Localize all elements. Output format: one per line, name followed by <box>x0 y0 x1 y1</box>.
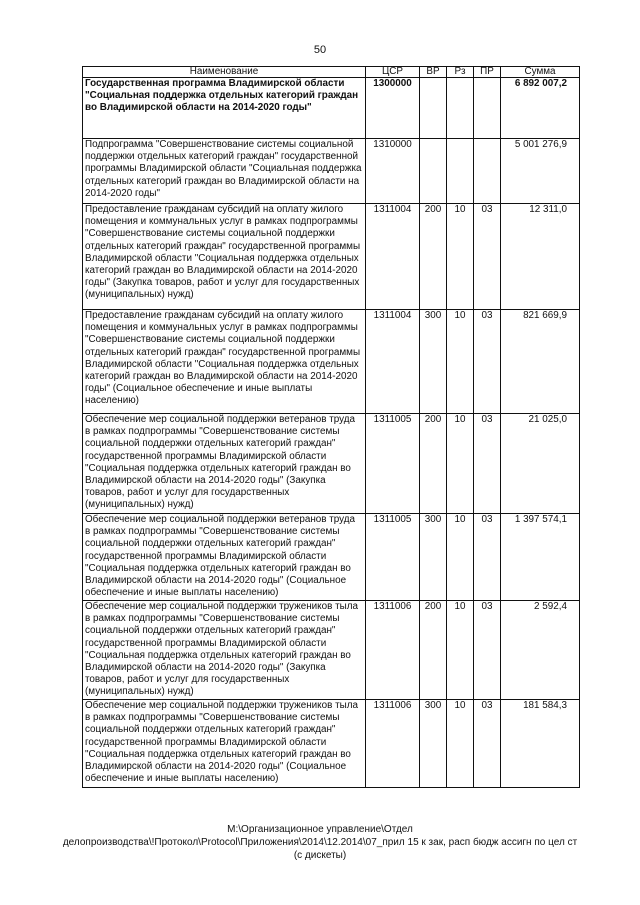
row-vr <box>420 78 447 139</box>
row-csr: 1311005 <box>366 514 420 601</box>
row-csr: 1311005 <box>366 414 420 514</box>
table-row <box>83 514 580 601</box>
row-rz: 10 <box>447 204 474 310</box>
row-rz: 10 <box>447 310 474 414</box>
row-pr <box>474 78 501 139</box>
row-pr <box>474 139 501 204</box>
header-csr: ЦСР <box>366 67 420 78</box>
row-pr: 03 <box>474 700 501 788</box>
row-vr: 200 <box>420 204 447 310</box>
row-csr: 1311006 <box>366 601 420 700</box>
row-vr: 300 <box>420 514 447 601</box>
table-header-row <box>83 67 580 78</box>
table-row <box>83 414 580 514</box>
row-rz <box>447 78 474 139</box>
row-rz: 10 <box>447 700 474 788</box>
row-sum: 5 001 276,9 <box>501 139 580 204</box>
row-name: Обеспечение мер социальной поддержки ветеранов труда в рамках подпрограммы "Совершенствование системы социальной поддержки отдельных категорий граждан" государственной программы Владимирской области "Социальная поддержка отдельных категорий граждан во Владимирской области на 2014-2020 годы" (Закупка товаров, работ и услуг для государственных (муниципальных) нужд) <box>83 414 366 514</box>
row-csr: 1311004 <box>366 204 420 310</box>
table-row <box>83 204 580 310</box>
row-csr: 1300000 <box>366 78 420 139</box>
row-rz: 10 <box>447 601 474 700</box>
row-csr: 1311004 <box>366 310 420 414</box>
header-sum: Сумма <box>501 67 580 78</box>
table-row <box>83 78 580 139</box>
row-pr: 03 <box>474 601 501 700</box>
footer-line: М:\Организационное управление\Отдел <box>227 824 413 835</box>
row-name: Предоставление гражданам субсидий на оплату жилого помещения и коммунальных услуг в рамках подпрограммы "Совершенствование системы социальной поддержки отдельных категорий граждан" государственной программы Владимирской области "Социальная поддержка отдельных категорий граждан во Владимирской области на 2014-2020 годы" (Социальное обеспечение и иные выплаты населению) <box>83 310 366 414</box>
row-name: Предоставление гражданам субсидий на оплату жилого помещения и коммунальных услуг в рамках подпрограммы "Совершенствование системы социальной поддержки отдельных категорий граждан" государственной программы Владимирской области "Социальная поддержка отдельных категорий граждан во Владимирской области на 2014-2020 годы" (Закупка товаров, работ и услуг для государственных (муниципальных) нужд) <box>83 204 366 310</box>
table-row <box>83 310 580 414</box>
row-name: Подпрограмма "Совершенствование системы социальной поддержки отдельных категорий граждан" государственной программы Владимирской области "Социальная поддержка отдельных категорий граждан во Владимирской области на 2014-2020 годы" <box>83 139 366 204</box>
file-path-footer <box>0 823 640 862</box>
row-sum: 12 311,0 <box>501 204 580 310</box>
row-rz <box>447 139 474 204</box>
row-pr: 03 <box>474 514 501 601</box>
row-name: Обеспечение мер социальной поддержки тружеников тыла в рамках подпрограммы "Совершенствование системы социальной поддержки отдельных категорий граждан" государственной программы Владимирской области "Социальная поддержка отдельных категорий граждан во Владимирской области на 2014-2020 годы" (Социальное обеспечение и иные выплаты населению) <box>83 700 366 788</box>
row-vr: 300 <box>420 310 447 414</box>
table-row <box>83 601 580 700</box>
header-rz: Рз <box>447 67 474 78</box>
row-name: Государственная программа Владимирской области "Социальная поддержка отдельных категорий граждан во Владимирской области на 2014-2020 годы" <box>83 78 366 139</box>
row-vr <box>420 139 447 204</box>
row-sum: 821 669,9 <box>501 310 580 414</box>
row-vr: 200 <box>420 601 447 700</box>
row-sum: 1 397 574,1 <box>501 514 580 601</box>
row-csr: 1311006 <box>366 700 420 788</box>
row-csr: 1310000 <box>366 139 420 204</box>
row-sum: 2 592,4 <box>501 601 580 700</box>
table-row <box>83 139 580 204</box>
header-name: Наименование <box>83 67 366 78</box>
row-vr: 200 <box>420 414 447 514</box>
row-pr: 03 <box>474 204 501 310</box>
table-row <box>83 700 580 788</box>
row-name: Обеспечение мер социальной поддержки тружеников тыла в рамках подпрограммы "Совершенствование системы социальной поддержки отдельных категорий граждан" государственной программы Владимирской области "Социальная поддержка отдельных категорий граждан во Владимирской области на 2014-2020 годы" (Закупка товаров, работ и услуг для государственных (муниципальных) нужд) <box>83 601 366 700</box>
page-number: 50 <box>313 44 327 56</box>
row-pr: 03 <box>474 414 501 514</box>
footer-line: (с дискеты) <box>293 850 347 861</box>
row-sum: 21 025,0 <box>501 414 580 514</box>
row-sum: 6 892 007,2 <box>501 78 580 139</box>
footer-line: делопроизводства\!Протокол\Protocol\Приложения\2014\12.2014\07_прил 15 к зак, расп бюдж ассигн по цел ст <box>62 837 578 848</box>
row-pr: 03 <box>474 310 501 414</box>
budget-table <box>82 66 580 788</box>
row-vr: 300 <box>420 700 447 788</box>
row-rz: 10 <box>447 414 474 514</box>
row-rz: 10 <box>447 514 474 601</box>
header-vr: ВР <box>420 67 447 78</box>
row-name: Обеспечение мер социальной поддержки ветеранов труда в рамках подпрограммы "Совершенствование системы социальной поддержки отдельных категорий граждан" государственной программы Владимирской области "Социальная поддержка отдельных категорий граждан во Владимирской области на 2014-2020 годы" (Социальное обеспечение и иные выплаты населению) <box>83 514 366 601</box>
header-pr: ПР <box>474 67 501 78</box>
row-sum: 181 584,3 <box>501 700 580 788</box>
